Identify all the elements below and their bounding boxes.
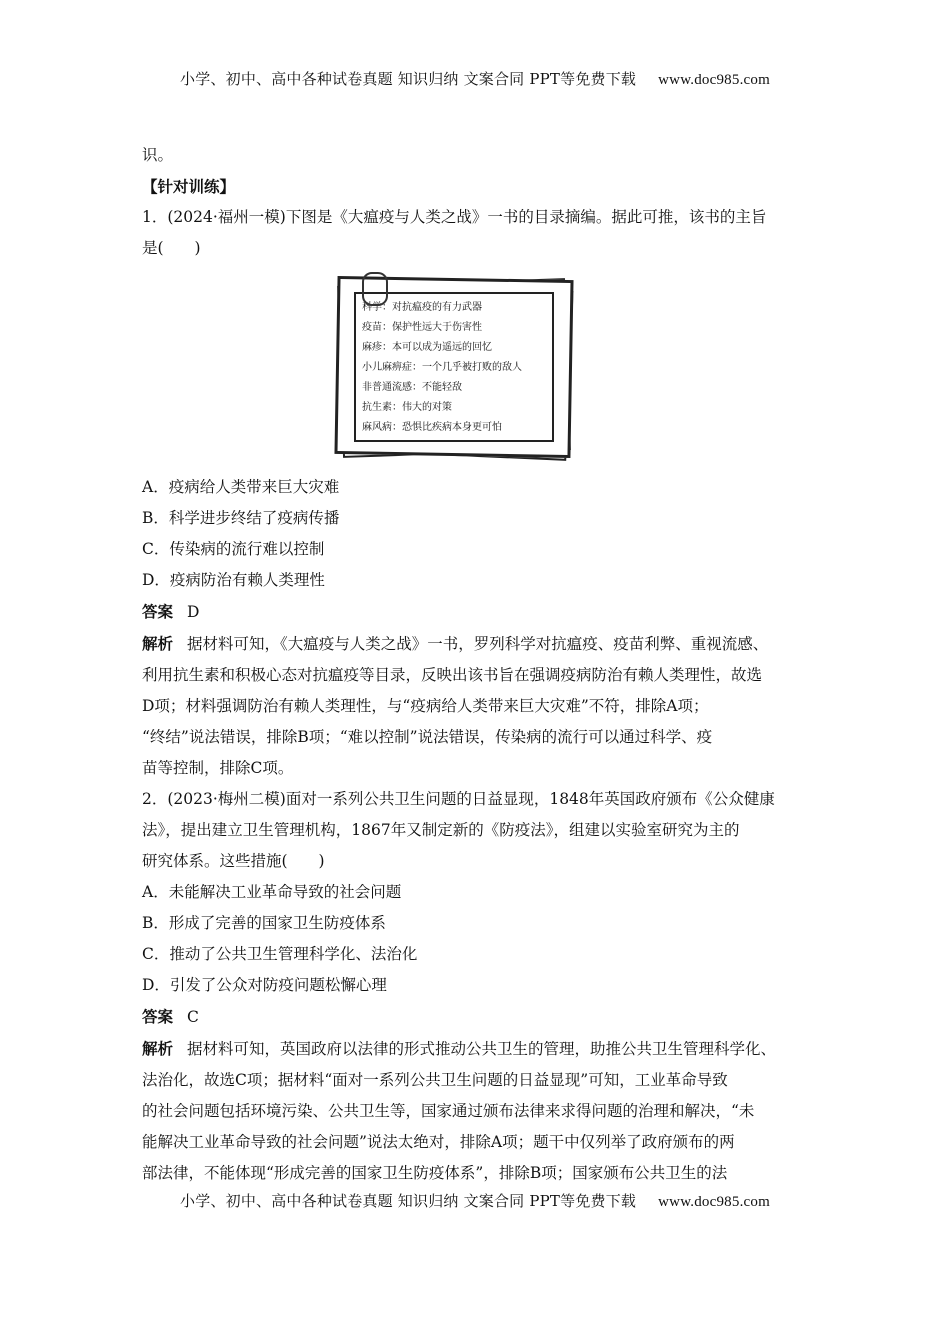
q1-option-c: C．传染病的流行难以控制 [142,540,325,558]
q2-stem-line: 法》，提出建立卫生管理机构，1867年又制定新的《防疫法》，组建以实验室研究为主的 [142,821,740,839]
q2-stem-line: 2．(2023·梅州二模)面对一系列公共卫生问题的日益显现，1848年英国政府颁布《公众健康 [142,790,775,808]
paper-clip-icon [362,272,388,306]
q2-option-d: D．引发了公众对防疫问题松懈心理 [142,976,387,994]
q2-option-c: C．推动了公共卫生管理科学化、法治化 [142,945,418,963]
toc-line: 小儿麻痹症：一个几乎被打败的敌人 [362,362,522,373]
q2-analysis-line: 能解决工业革命导致的社会问题”说法太绝对，排除A项；题干中仅列举了政府颁布的两 [142,1133,735,1151]
toc-line: 麻风病：恐惧比疾病本身更可怕 [362,422,502,433]
q1-option-d: D．疫病防治有赖人类理性 [142,571,325,589]
q2-stem-line: 研究体系。这些措施( ) [142,852,325,870]
toc-line: 非普通流感：不能轻敌 [362,382,462,393]
toc-line: 科学：对抗瘟疫的有力武器 [362,302,482,313]
q2-analysis-line: 部法律，不能体现“形成完善的国家卫生防疫体系”，排除B项；国家颁布公共卫生的法 [142,1164,728,1182]
header-site[interactable]: www.doc985.com [658,72,770,88]
q2-answer [142,1001,822,1033]
toc-line: 疫苗：保护性远大于伤害性 [362,322,482,333]
footer-text: 小学、初中、高中各种试卷真题 知识归纳 文案合同 PPT等免费下载 [180,1192,637,1210]
q2-analysis-line: 法治化，故选C项；据材料“面对一系列公共卫生问题的日益显现”可知，工业革命导致 [142,1071,728,1089]
q1-option-b: B．科学进步终结了疫病传播 [142,509,340,527]
analysis-label: 解析 [142,634,174,653]
analysis-label: 解析 [142,1039,174,1058]
q1-analysis-line: 解析 据材料可知，《大瘟疫与人类之战》一书，罗列科学对抗瘟疫、疫苗利弊、重视流感、 [142,634,769,653]
q1-option-a: A．疫病给人类带来巨大灾难 [142,478,340,496]
q2-analysis-line: 的社会问题包括环境污染、公共卫生等，国家通过颁布法律来求得问题的治理和解决，“未 [142,1102,755,1120]
page-footer [0,1190,950,1211]
q1-analysis-line: D项；材料强调防治有赖人类理性，与“疫病给人类带来巨大灾难”不符，排除A项； [142,697,709,715]
toc-box [354,292,554,442]
toc-line: 抗生素：伟大的对策 [362,402,452,413]
q2-option-b: B．形成了完善的国家卫生防疫体系 [142,914,386,932]
answer-label: 答案 [142,1007,174,1026]
q1-figure-toc [332,270,582,466]
q2-option-a: A．未能解决工业革命导致的社会问题 [142,883,402,901]
section-title: 【针对训练】 [142,177,236,196]
document-body [142,140,822,1189]
answer-value: C [187,1008,199,1026]
toc-line: 麻疹：本可以成为遥远的回忆 [362,342,492,353]
footer-site[interactable]: www.doc985.com [658,1194,770,1210]
q1-analysis-line: 苗等控制，排除C项。 [142,759,294,777]
q1-analysis-line: 利用抗生素和积极心态对抗瘟疫等目录，反映出该书旨在强调疫病防治有赖人类理性，故选 [142,666,763,684]
answer-value: D [187,603,200,621]
q1-analysis-line: “终结”说法错误，排除B项；“难以控制”说法错误，传染病的流行可以通过科学、疫 [142,728,713,746]
page-header [0,68,950,89]
q1-answer [142,596,822,628]
q1-stem-line2: 是( ) [142,239,201,257]
answer-label: 答案 [142,602,174,621]
q1-stem-line1: 1．(2024·福州一模)下图是《大瘟疫与人类之战》一书的目录摘编。据此可推，该书的主旨 [142,208,767,226]
intro-text: 识。 [142,146,174,164]
q2-analysis-line: 解析 据材料可知，英国政府以法律的形式推动公共卫生的管理，助推公共卫生管理科学化、 [142,1039,777,1058]
header-text: 小学、初中、高中各种试卷真题 知识归纳 文案合同 PPT等免费下载 [180,70,637,88]
